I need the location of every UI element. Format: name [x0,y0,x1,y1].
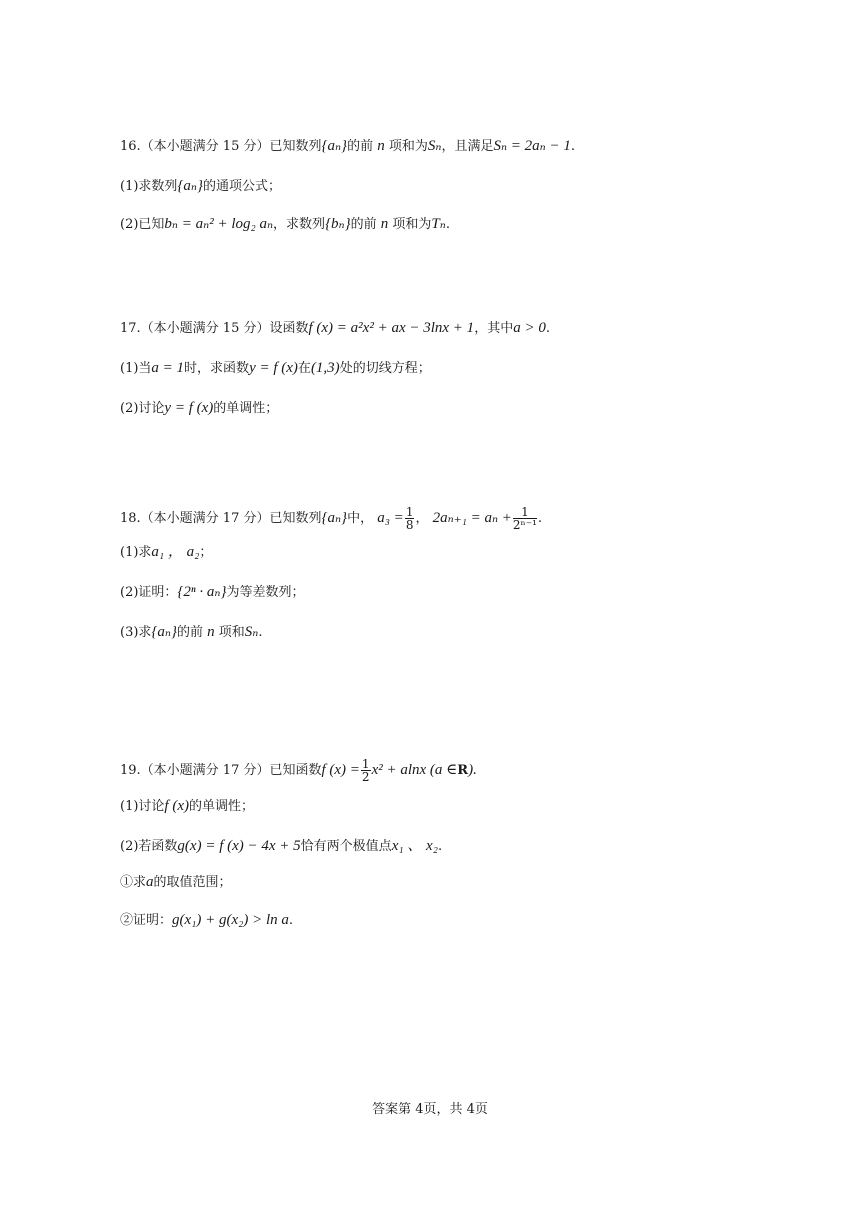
q16-part2: (2)已知bₙ = aₙ² + log₂ aₙ，求数列{bₙ}的前 n 项和为Tₙ. [120,216,450,232]
q18-part2: (2)证明：{2ⁿ · aₙ}为等差数列； [120,584,305,600]
q17-stem: 17.（本小题满分 15 分）设函数f (x) = a²x² + ax − 3lnx + 1，其中a > 0. [120,320,550,336]
q19-part2: (2)若函数g(x) = f (x) − 4x + 5恰有两个极值点x₁ 、 x₂. [120,838,443,854]
page-footer: 答案第 4页，共 4页 [372,1102,488,1117]
q18-stem: 18.（本小题满分 17 分）已知数列{aₙ}中， a₃ = $\frac{1}{8}$ ， 2aₙ₊₁ = aₙ + $\frac{1}{\text{2ⁿ⁻¹}}$ . [120,505,543,532]
q19-subpart2: ②证明：g(x₁) + g(x₂) > ln a. [120,912,294,928]
bn-formula: bₙ = aₙ² + log₂ aₙ [164,216,274,232]
q17-part2: (2)讨论y = f (x)的单调性； [120,400,279,416]
recurrence-fraction: $\frac{1}{\text{2ⁿ⁻¹}}$ [512,505,537,532]
g-definition: g(x) = f (x) − 4x + 5 [177,838,301,854]
q17-part1: (1)当a = 1时，求函数y = f (x)在(1,3)处的切线方程； [120,360,431,376]
q19-subpart1: ①求a的取值范围； [120,874,232,890]
q16-stem: 16.（本小题满分 15 分）已知数列{aₙ}的前 n 项和为Sₙ，且满足Sₙ = 2aₙ − 1. [120,138,575,154]
a3-fraction: $\frac{1}{8}$ [405,505,414,532]
q18-part1: (1)求a₁ ， a₂； [120,544,213,560]
q19-stem: 19.（本小题满分 17 分）已知函数f (x) = $\frac{1}{2}$ x² + alnx (a ∈R). [120,757,477,784]
sum-condition: Sₙ = 2aₙ − 1 [493,138,571,154]
q16-part1: (1)求数列{aₙ}的通项公式； [120,178,282,194]
half-fraction: $\frac{1}{2}$ [361,757,370,784]
q19-part1: (1)讨论f (x)的单调性； [120,798,255,814]
seq-a: {aₙ} [321,138,348,154]
q18-part3: (3)求{aₙ}的前 n 项和Sₙ. [120,624,263,640]
proof-inequality: g(x₁) + g(x₂) > ln a [172,912,289,928]
f-definition: f (x) = a²x² + ax − 3lnx + 1 [308,320,475,336]
